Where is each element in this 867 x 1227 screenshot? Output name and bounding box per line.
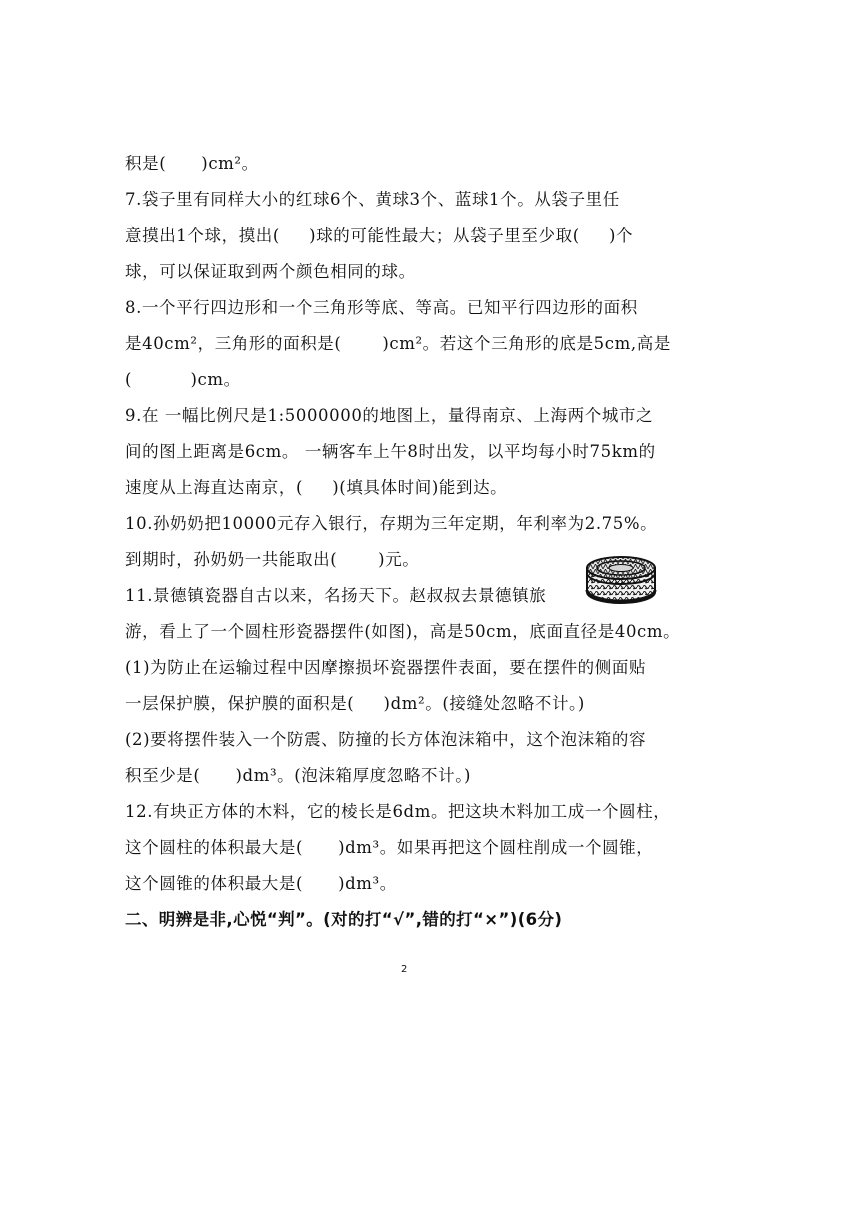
q11-part2-line-1: (2)要将摆件装入一个防震、防撞的长方体泡沫箱中，这个泡沫箱的容 [125,730,647,749]
q7-text-line-3: 球，可以保证取到两个颜色相同的球。 [125,262,416,281]
q11-part2-line-2: 积至少是( )dm³。(泡沫箱厚度忽略不计。) [125,766,472,785]
q6-text-end: 积是( )cm²。 [125,154,259,173]
q10-text-line-2: 到期时，孙奶奶一共能取出( )元。 [125,550,420,569]
q9-text-line-1: 9.在 一幅比例尺是1:5000000的地图上，量得南京、上海两个城市之 [125,406,654,425]
q8-text-line-2: 是40cm²，三角形的面积是( )cm²。若这个三角形的底是5cm,高是 [125,334,671,353]
section-two-heading: 二、明辨是非,心悦“判”。(对的打“√”,错的打“×”)(6分) [125,910,563,929]
q11-part1-line-2: 一层保护膜，保护膜的面积是( )dm²。(接缝处忽略不计。) [125,694,585,713]
q8-text-line-3: ( )cm。 [125,370,241,389]
q11-text-line-1: 11.景德镇瓷器自古以来，名扬天下。赵叔叔去景德镇旅 [125,586,547,605]
porcelain-cylinder-figure [583,554,659,606]
q12-text-line-2: 这个圆柱的体积最大是( )dm³。如果再把这个圆柱削成一个圆锥， [125,838,654,857]
page-number: 2 [401,964,408,975]
q8-text-line-1: 8.一个平行四边形和一个三角形等底、等高。已知平行四边形的面积 [125,298,638,317]
q11-text-line-2: 游，看上了一个圆柱形瓷器摆件(如图)，高是50cm，底面直径是40cm。 [125,622,681,641]
q10-text-line-1: 10.孙奶奶把10000元存入银行，存期为三年定期，年利率为2.75%。 [125,514,658,533]
q7-text-line-2: 意摸出1个球，摸出( )球的可能性最大；从袋子里至少取( )个 [125,226,634,245]
q7-text-line-1: 7.袋子里有同样大小的红球6个、黄球3个、蓝球1个。从袋子里任 [125,190,620,209]
q11-part1-line-1: (1)为防止在运输过程中因摩擦损坏瓷器摆件表面，要在摆件的侧面贴 [125,658,647,677]
q12-text-line-1: 12.有块正方体的木料，它的棱长是6dm。把这块木料加工成一个圆柱， [125,802,671,821]
q12-text-line-3: 这个圆锥的体积最大是( )dm³。 [125,874,397,893]
q9-text-line-2: 间的图上距离是6cm。 一辆客车上午8时出发，以平均每小时75km的 [125,442,656,461]
q9-text-line-3: 速度从上海直达南京，( )(填具体时间)能到达。 [125,478,508,497]
